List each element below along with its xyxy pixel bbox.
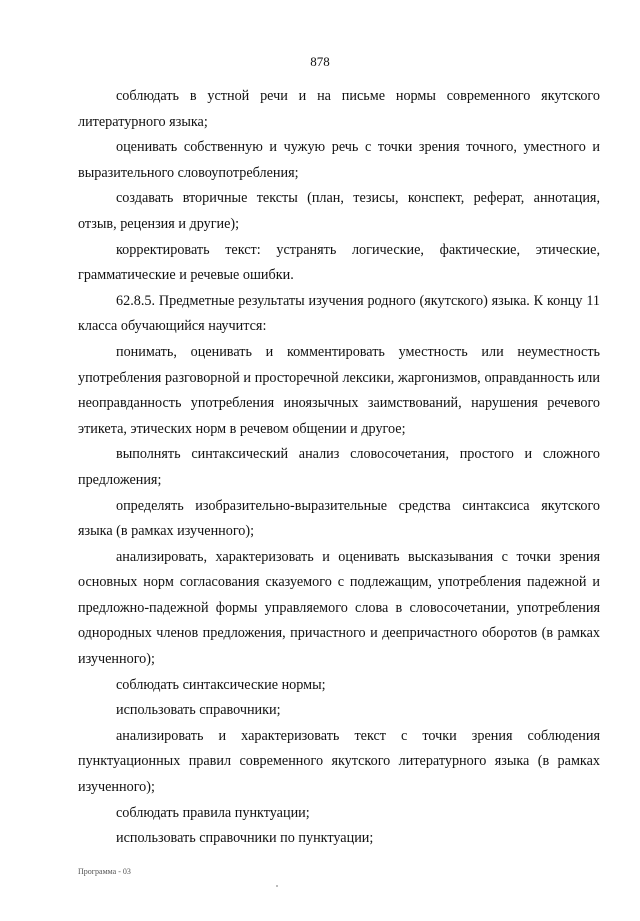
paragraph: создавать вторичные тексты (план, тезисы, конспект, реферат, аннотация, отзыв, рецензия и другие);	[78, 190, 600, 232]
paragraph: определять изобразительно-выразительные средства синтаксиса якутского языка (в рамках изученного);	[78, 497, 600, 540]
paragraph: использовать справочники;	[116, 702, 281, 719]
paragraph: анализировать, характеризовать и оценивать высказывания с точки зрения основных норм согласования сказуемого с подлежащим, употребления падежной и предложно-падежной формы управляемого слова в словосочетании, употребления однородных членов предложения, причастного и деепричастного оборотов (в рамках изученного);	[78, 548, 600, 668]
scan-artifact	[276, 885, 278, 887]
paragraph: соблюдать в устной речи и на письме нормы современного якутского литературного языка;	[78, 88, 600, 130]
paragraph: соблюдать правила пунктуации;	[116, 804, 310, 821]
page-number: 878	[310, 54, 330, 69]
paragraph: использовать справочники по пунктуации;	[116, 830, 374, 847]
paragraph: соблюдать синтаксические нормы;	[116, 676, 326, 693]
paragraph: оценивать собственную и чужую речь с точки зрения точного, уместного и выразительного словоупотребления;	[78, 139, 600, 181]
paragraph: анализировать и характеризовать текст с точки зрения соблюдения пунктуационных правил современного якутского литературного языка (в рамках изученного);	[78, 727, 600, 796]
paragraph: понимать, оценивать и комментировать уместность или неуместность употребления разговорной и просторечной лексики, жаргонизмов, оправданность или неоправданность употребления иноязычных заимствований, нарушения речевого этикета, этических норм в речевом общении и другое;	[78, 343, 600, 437]
section-heading-paragraph: 62.8.5. Предметные результаты изучения родного (якутского) языка. К концу 11 класса обучающийся научится:	[78, 292, 600, 335]
paragraph: корректировать текст: устранять логические, фактические, этические, грамматические и речевые ошибки.	[78, 241, 600, 284]
body-text	[78, 84, 600, 852]
paragraph: выполнять синтаксический анализ словосочетания, простого и сложного предложения;	[78, 446, 600, 488]
page-footer: Программа - 03	[78, 867, 131, 876]
